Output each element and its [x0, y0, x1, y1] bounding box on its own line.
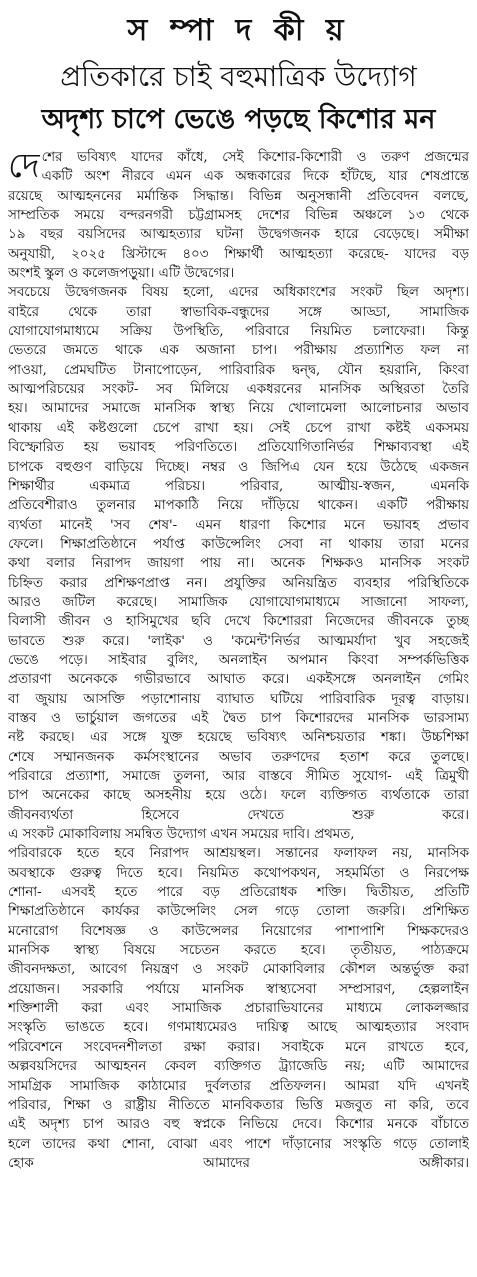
article-line: হলে তাদের কথা শোনা, বোঝা এবং পাশে দাঁড়ানোর সংস্কৃতি গড়ে তোলাই — [8, 1136, 469, 1152]
article-line: শেষে সম্মানজনক কর্মসংস্থানের অভাব তরুণদের হতাশ করে তুলছে। — [8, 749, 469, 765]
article-line: রয়েছে আত্মহননের মর্মান্তিক সিদ্ধান্ত। বিভিন্ন অনুসন্ধানী প্রতিবেদন বলছে, — [8, 188, 469, 204]
article-line: পরিবেশনে সংবেদনশীলতা রক্ষা করার। সবাইকে মনে রাখতে হবে, — [8, 1039, 469, 1055]
article-line: ১৯ বছর বয়সিদের আত্মহত্যার ঘটনা উদ্বেগজনক হারে বেড়েছে। সমীক্ষা — [8, 227, 469, 243]
article-line: অংশই স্কুল ও কলেজপড়ুয়া। এটি উদ্বেগের। — [8, 266, 235, 282]
headline: অদৃশ্য চাপে ভেঙে পড়ছে কিশোর মন — [41, 104, 436, 135]
article-line: অনুযায়ী, ২০২৫ খ্রিস্টাব্দে ৪০৩ শিক্ষার্থী আত্মহত্যা করেছে- যাদের বড় — [8, 246, 469, 262]
article-line: ব্যর্থতা মানেই 'সব শেষ'- এমন ধারণা কিশোর মনে ভয়াবহ প্রভাব — [8, 517, 469, 533]
article-line: হোক আমাদের অঙ্গীকার। — [8, 1155, 469, 1171]
article-line: শোনা- এসবই হতে পারে বড় প্রতিরোধক শক্তি। দ্বিতীয়ত, প্রতিটি — [8, 885, 469, 901]
article-line: পরিবারকে হতে হবে নিরাপদ আশ্রয়স্থল। সন্তানের ফলাফল নয়, মানসিক — [8, 846, 469, 862]
article-line: প্রতিবেশীরাও তুলনার মাপকাঠি নিয়ে দাঁড়িয়ে থাকেন। একটি পরীক্ষায় — [8, 498, 469, 514]
article-line: চাপকে বহুগুণ বাড়িয়ে দিচ্ছে। নম্বর ও জিপিএ যেন হয়ে উঠেছে একজন — [8, 459, 469, 475]
article-line: হয়। আমাদের সমাজে মানসিক স্বাস্থ্য নিয়ে খোলামেলা আলোচনার অভাব — [8, 401, 469, 417]
article-line: মানসিক স্বাস্থ্য বিষয়ে সচেতন করতে হবে। তৃতীয়ত, পাঠ্যক্রমে — [8, 943, 469, 959]
article-line: সবচেয়ে উদ্বেগজনক বিষয় হলো, এদের অধিকাংশের সংকট ছিল অদৃশ্য। — [8, 285, 469, 301]
article-line: কথা বলার নিরাপদ জায়গা পায় না। অনেক শিক্ষকও মানসিক সংকট — [8, 556, 469, 572]
article-line: নষ্ট করছে। এর সঙ্গে যুক্ত হয়েছে ভবিষ্যৎ অনিশ্চয়তার শঙ্কা। উচ্চশিক্ষা — [8, 730, 469, 746]
article-line: জীবনদক্ষতা, আবেগ নিয়ন্ত্রণ ও সংকট মোকাবিলার কৌশল অন্তর্ভুক্ত করা — [8, 962, 469, 978]
article-line: সংস্কৃতি ভাঙতে হবে। গণমাধ্যমেরও দায়িত্ব আছে আত্মহত্যার সংবাদ — [8, 1020, 469, 1036]
article-line: অল্পবয়সিদের আত্মহনন কেবল ব্যক্তিগত ট্র্যাজেডি নয়; এটি আমাদের — [8, 1059, 469, 1075]
article-line: জীবনব্যর্থতা হিসেবে দেখতে শুরু করে। — [8, 807, 469, 823]
article-line: বিলাসী জীবন ও হাসিমুখের ছবি দেখে কিশোররা নিজেদের জীবনকে তুচ্ছ — [8, 614, 469, 630]
article-line: শিক্ষার্থীর একমাত্র পরিচয়। পরিবার, আত্মীয়-স্বজন, এমনকি — [8, 478, 469, 494]
article-body — [8, 148, 469, 1173]
drop-cap: দে — [8, 146, 40, 186]
article-line: যোগাযোগমাধ্যমে সক্রিয় উপস্থিতি, পরিবারে নিয়মিত চলাফেরা। কিন্তু — [8, 324, 469, 340]
article-line: ভেঙে পড়ে। সাইবার বুলিং, অনলাইন অপমান কিংবা সম্পর্কভিত্তিক — [8, 652, 469, 668]
article-line: থাকায় এই কষ্টগুলো চেপে রাখা হয়। সেই চেপে রাখা কষ্টই একসময় — [8, 420, 469, 436]
article-line: শের ভবিষ্যৎ যাদের কাঁধে, সেই কিশোর-কিশোরী ও তরুণ প্রজন্মের — [41, 150, 469, 165]
section-title: স ম্পা দ কী য় — [127, 13, 350, 48]
article-line: আরও জটিল করেছে। সামাজিক যোগাযোগমাধ্যমে সাজানো সাফল্য, — [8, 594, 469, 610]
article-line: শক্তিশালী করা এবং সামাজিক প্রচারাভিযানের মাধ্যমে লোকলজ্জার — [8, 1001, 469, 1017]
article-line: পরিবারে প্রত্যাশা, সমাজে তুলনা, আর বাস্তবে সীমিত সুযোগ- এই ত্রিমুখী — [8, 769, 469, 784]
article-line: প্রয়োজন। সরকারি পর্যায়ে মানসিক স্বাস্থ্যসেবা সম্প্রসারণ, হেল্পলাইন — [8, 981, 469, 997]
article-line: সাম্প্রতিক সময়ে বন্দরনগরী চট্টগ্রামসহ দেশের বিভিন্ন অঞ্চলে ১৩ থেকে — [8, 208, 469, 224]
article-line: চিহ্নিত করার প্রশিক্ষণপ্রাপ্ত নন। প্রযুক্তির অনিয়ন্ত্রিত ব্যবহার পরিস্থিতিকে — [8, 575, 469, 591]
article-line: পাওয়া, প্রেমঘটিত টানাপোড়েন, পারিবারিক দ্বন্দ্ব, যৌন হয়রানি, কিংবা — [8, 362, 469, 378]
article-line: ভাবতে শুরু করে। 'লাইক' ও 'কমেন্ট'নির্ভর আত্মমর্যাদা খুব সহজেই — [8, 633, 469, 649]
article-lines — [8, 148, 469, 1173]
article-line: পরিবার, শিক্ষা ও রাষ্ট্রীয় নীতিতে মানবিকতার ভিত্তি মজবুত না করি, তবে — [8, 1097, 469, 1113]
article-line: অবস্থাকে গুরুত্ব দিতে হবে। নিয়মিত কথোপকথন, সহমর্মিতা ও নিরপেক্ষ — [8, 865, 469, 881]
article-line: এই অদৃশ্য চাপ আরও বহু স্বপ্নকে নিভিয়ে দেবে। কিশোর মনকে বাঁচাতে — [8, 1117, 469, 1133]
article-line: বা জুয়ায় আসক্তি পড়াশোনায় ব্যাঘাত ঘটিয়ে পারিবারিক দূরত্ব বাড়ায়। — [8, 691, 469, 707]
article-line: ফেলে। শিক্ষাপ্রতিষ্ঠানে পর্যাপ্ত কাউন্সেলিং সেবা না থাকায় তারা মনের — [8, 536, 469, 552]
article-line: সামগ্রিক সামাজিক কাঠামোর দুর্বলতার প্রতিফলন। আমরা যদি এখনই — [8, 1078, 469, 1094]
article-line: এ সংকট মোকাবিলায় সমন্বিত উদ্যোগ এখন সময়ের দাবি। প্রথমত, — [8, 827, 355, 843]
article-line: বিস্ফোরিত হয় ভয়াবহ পরিণতিতে। প্রতিযোগিতানির্ভর শিক্ষাব্যবস্থা এই — [8, 440, 469, 456]
article-line: শিক্ষাপ্রতিষ্ঠানে কার্যকর কাউন্সেলিং সেল গড়ে তোলা জরুরি। প্রশিক্ষিত — [8, 904, 469, 920]
subheadline: প্রতিকারে চাই বহুমাত্রিক উদ্যোগ — [60, 60, 417, 93]
article-line: বাস্তব ও ভার্চুয়াল জগতের এই দ্বৈত চাপ কিশোরদের মানসিক ভারসাম্য — [8, 710, 469, 726]
article-line: একটি অংশ নীরবে এমন এক অন্ধকারের দিকে হাঁটছে, যার শেষপ্রান্তে — [41, 169, 469, 185]
article-line: চাপ অনেকের কাছে অসহনীয় হয়ে ওঠে। ফলে ব্যক্তিগত ব্যর্থতাকে তারা — [8, 788, 469, 804]
article-line: প্রতারণা অনেককে গভীরভাবে আঘাত করে। একইসঙ্গে অনলাইন গেমিং — [8, 672, 469, 688]
article-line: আত্মপরিচয়ের সংকট- সব মিলিয়ে একধরনের মানসিক অস্থিরতা তৈরি — [8, 382, 469, 398]
article-line: ভেতরে জমতে থাকে এক অজানা চাপ। পরীক্ষায় প্রত্যাশিত ফল না — [8, 343, 469, 359]
article-line: বাইরে থেকে তারা স্বাভাবিক-বন্ধুদের সঙ্গে আড্ডা, সামাজিক — [8, 304, 469, 320]
article-line: মনোরোগ বিশেষজ্ঞ ও কাউন্সেলর নিয়োগের পাশাপাশি শিক্ষকদেরও — [8, 923, 469, 939]
